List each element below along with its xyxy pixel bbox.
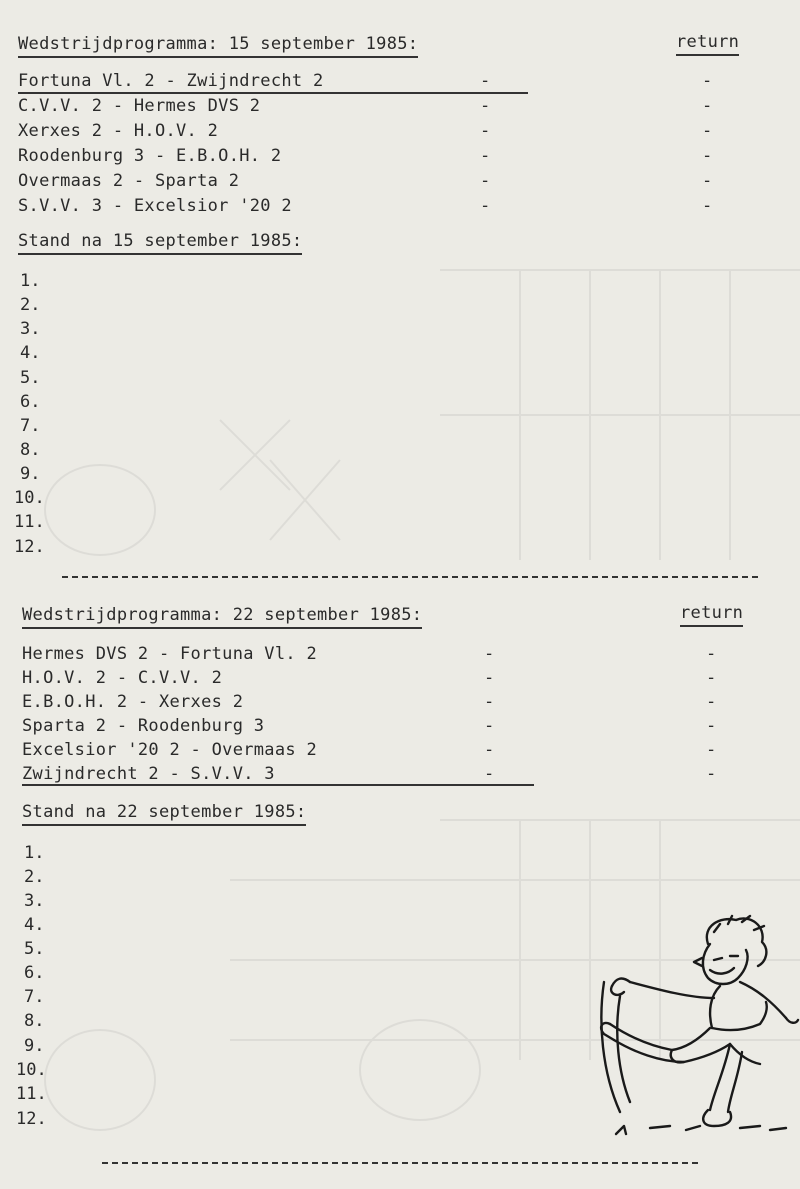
standing-position: 10. bbox=[14, 488, 45, 508]
match-return-score: - bbox=[706, 692, 717, 712]
standing-position: 4. bbox=[20, 343, 41, 363]
match-return-score: - bbox=[706, 740, 717, 760]
standing-position: 6. bbox=[24, 963, 45, 983]
week1-return-label: return bbox=[676, 31, 739, 56]
match-score: - bbox=[480, 171, 491, 191]
match-score: - bbox=[484, 716, 495, 736]
standing-position: 4. bbox=[24, 915, 45, 935]
match-teams: H.O.V. 2 - C.V.V. 2 bbox=[22, 668, 223, 688]
standing-position: 8. bbox=[20, 440, 41, 460]
match-score: - bbox=[480, 96, 491, 116]
standing-position: 1. bbox=[20, 271, 41, 291]
week2-return-label: return bbox=[680, 602, 743, 627]
standing-position: 1. bbox=[24, 843, 45, 863]
standing-position: 3. bbox=[20, 319, 41, 339]
divider bbox=[18, 92, 528, 94]
match-teams: S.V.V. 3 - Excelsior '20 2 bbox=[18, 196, 292, 216]
standing-position: 10. bbox=[16, 1060, 47, 1080]
match-teams: Xerxes 2 - H.O.V. 2 bbox=[18, 121, 219, 141]
match-return-score: - bbox=[702, 171, 713, 191]
match-score: - bbox=[484, 692, 495, 712]
week1-standings-heading: Stand na 15 september 1985: bbox=[18, 230, 302, 255]
match-return-score: - bbox=[706, 668, 717, 688]
standing-position: 11. bbox=[14, 512, 45, 532]
match-teams: Fortuna Vl. 2 - Zwijndrecht 2 bbox=[18, 71, 324, 91]
standing-position: 3. bbox=[24, 891, 45, 911]
match-teams: Hermes DVS 2 - Fortuna Vl. 2 bbox=[22, 644, 317, 664]
match-teams: Roodenburg 3 - E.B.O.H. 2 bbox=[18, 146, 282, 166]
match-return-score: - bbox=[702, 196, 713, 216]
week2-heading: Wedstrijdprogramma: 22 september 1985: bbox=[22, 604, 422, 629]
match-score: - bbox=[480, 196, 491, 216]
standing-position: 2. bbox=[20, 295, 41, 315]
standing-position: 7. bbox=[24, 987, 45, 1007]
match-score: - bbox=[484, 668, 495, 688]
match-teams: Zwijndrecht 2 - S.V.V. 3 bbox=[22, 764, 275, 784]
match-teams: Overmaas 2 - Sparta 2 bbox=[18, 171, 240, 191]
match-return-score: - bbox=[702, 71, 713, 91]
match-return-score: - bbox=[706, 716, 717, 736]
bottom-separator bbox=[102, 1162, 698, 1164]
match-return-score: - bbox=[702, 146, 713, 166]
match-return-score: - bbox=[702, 121, 713, 141]
divider bbox=[22, 784, 534, 786]
standing-position: 5. bbox=[24, 939, 45, 959]
standing-position: 11. bbox=[16, 1084, 47, 1104]
standing-position: 8. bbox=[24, 1011, 45, 1031]
match-return-score: - bbox=[706, 764, 717, 784]
match-score: - bbox=[480, 146, 491, 166]
match-teams: C.V.V. 2 - Hermes DVS 2 bbox=[18, 96, 261, 116]
standing-position: 5. bbox=[20, 368, 41, 388]
standing-position: 2. bbox=[24, 867, 45, 887]
standing-position: 12. bbox=[14, 537, 45, 557]
match-score: - bbox=[480, 121, 491, 141]
section-separator bbox=[62, 576, 758, 578]
standing-position: 12. bbox=[16, 1109, 47, 1129]
standing-position: 9. bbox=[20, 464, 41, 484]
match-score: - bbox=[480, 71, 491, 91]
match-teams: E.B.O.H. 2 - Xerxes 2 bbox=[22, 692, 244, 712]
match-score: - bbox=[484, 764, 495, 784]
standing-position: 7. bbox=[20, 416, 41, 436]
footballer-cartoon-icon bbox=[590, 912, 800, 1142]
standing-position: 6. bbox=[20, 392, 41, 412]
match-teams: Excelsior '20 2 - Overmaas 2 bbox=[22, 740, 317, 760]
match-score: - bbox=[484, 740, 495, 760]
match-score: - bbox=[484, 644, 495, 664]
standing-position: 9. bbox=[24, 1036, 45, 1056]
week1-heading: Wedstrijdprogramma: 15 september 1985: bbox=[18, 33, 418, 58]
match-teams: Sparta 2 - Roodenburg 3 bbox=[22, 716, 265, 736]
match-return-score: - bbox=[702, 96, 713, 116]
match-return-score: - bbox=[706, 644, 717, 664]
week2-standings-heading: Stand na 22 september 1985: bbox=[22, 801, 306, 826]
